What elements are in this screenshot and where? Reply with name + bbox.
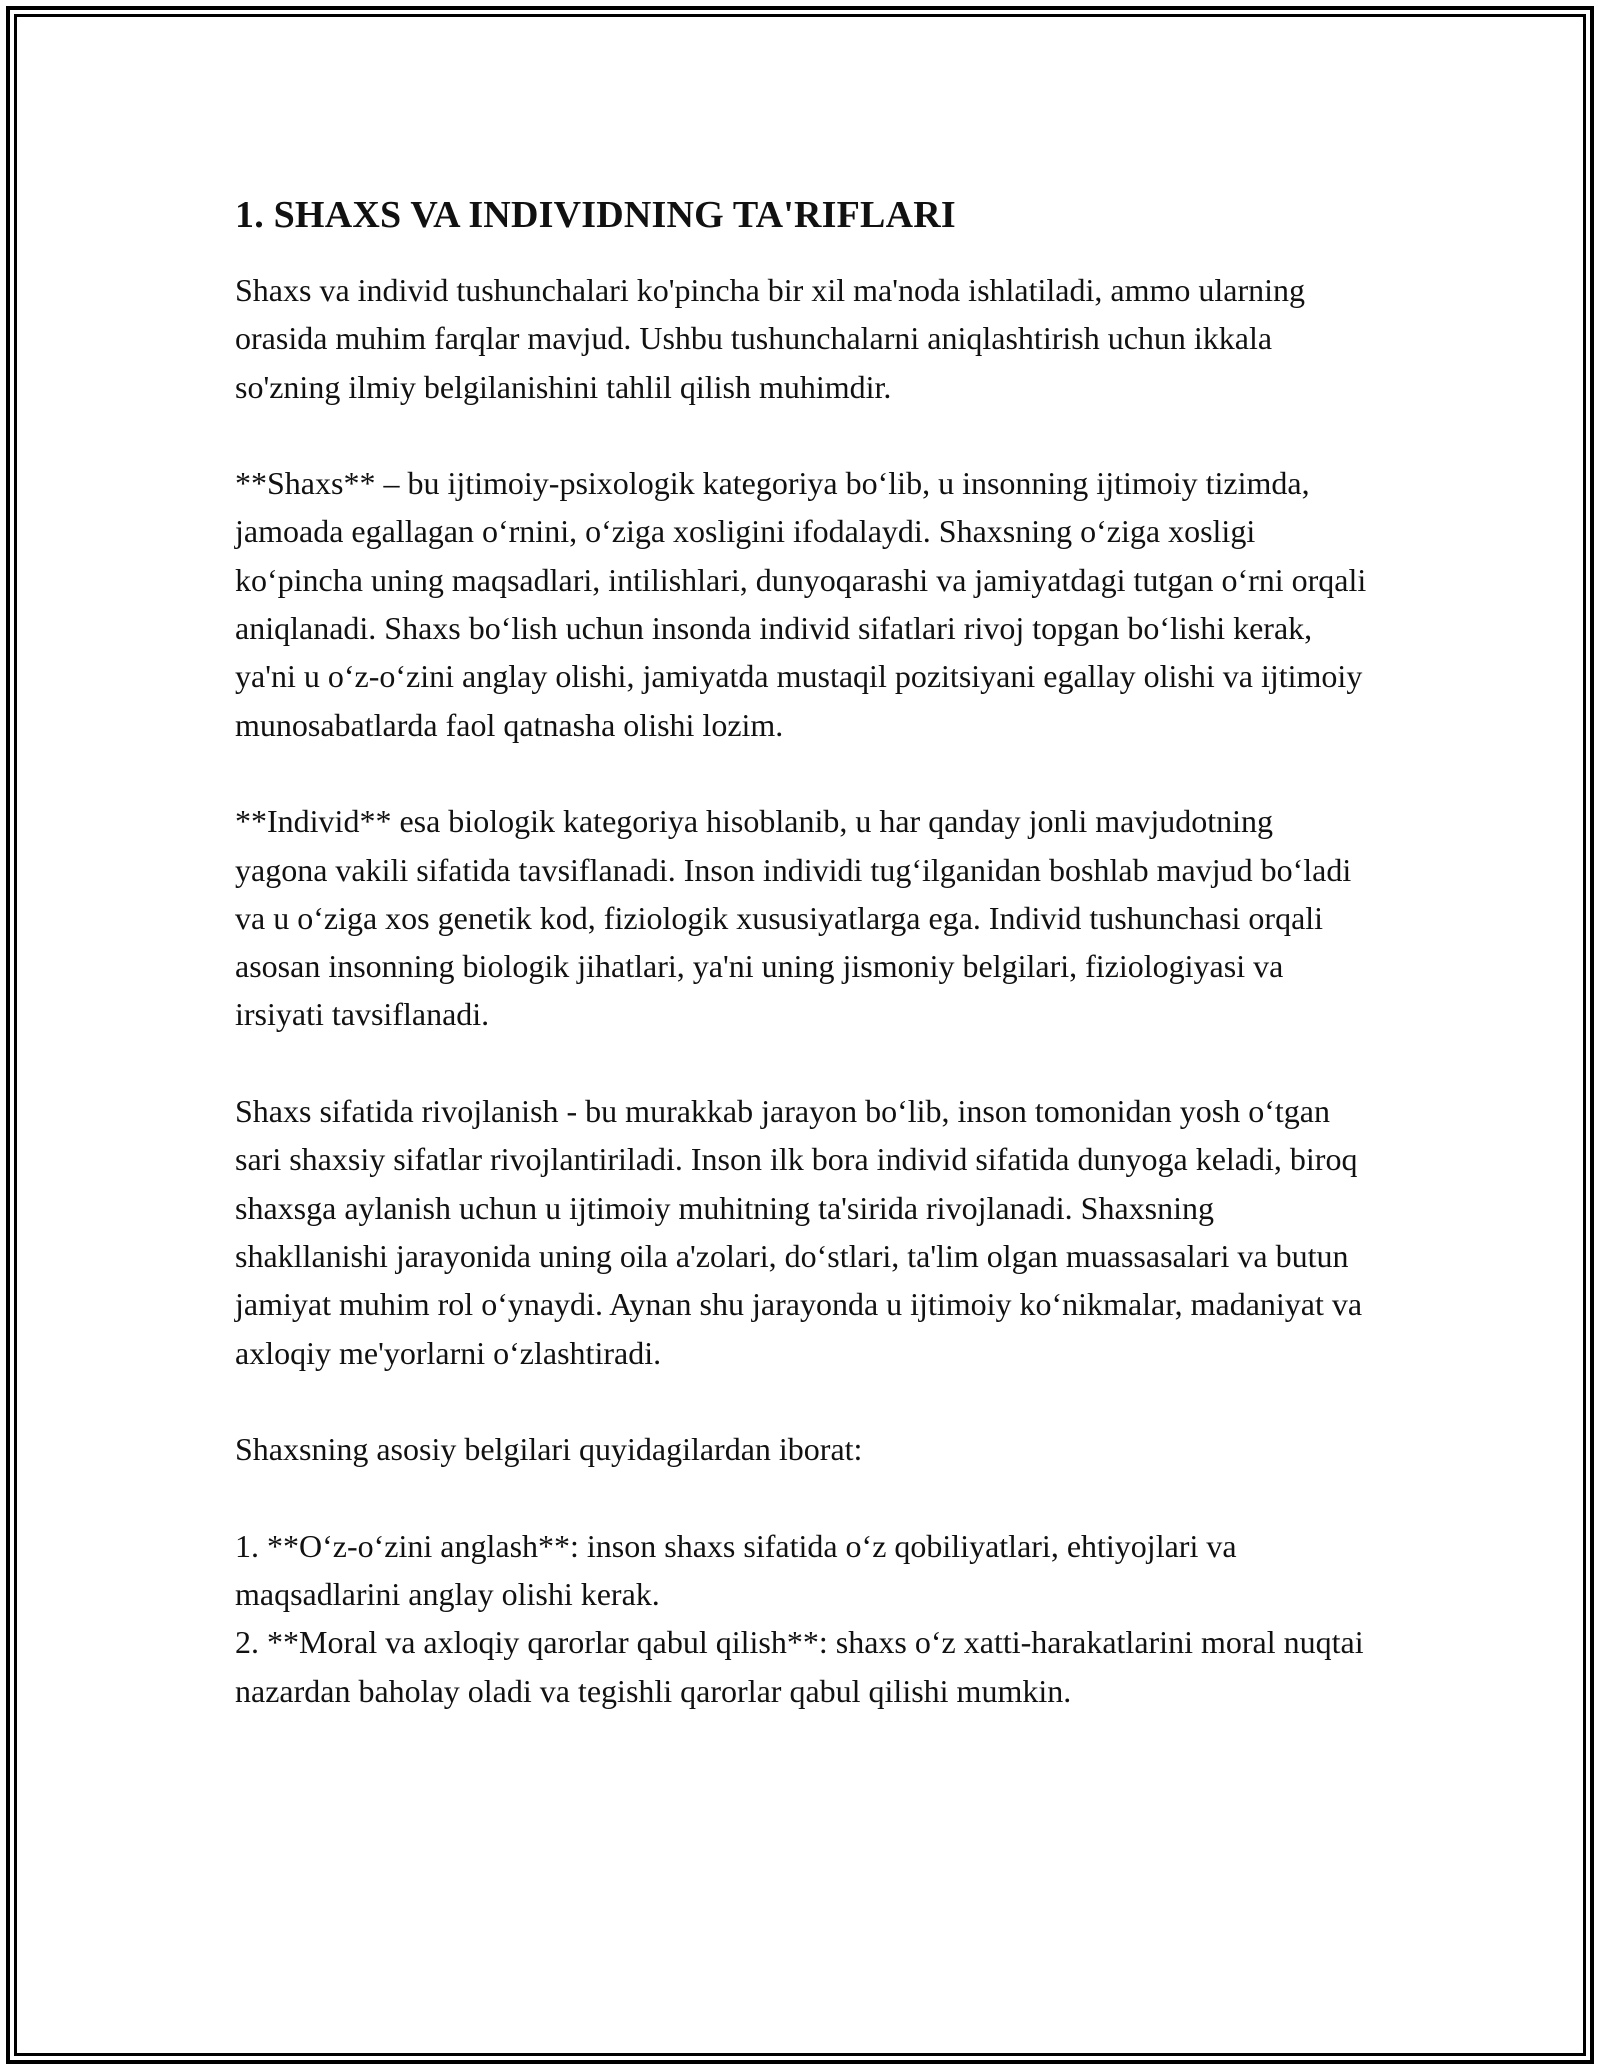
paragraph-intro: Shaxs va individ tushunchalari ko'pincha bir xil ma'noda ishlatiladi, ammo ularning orasida muhim farqlar mavjud. Ushbu tushunchalarni aniqlashtirish uchun ikkala so'zning ilmiy belgilanishini tahlil qilish muhimdir. [235, 272, 1305, 405]
list-item: 1. **O‘z-o‘zini anglash**: inson shaxs sifatida o‘z qobiliyatlari, ehtiyojlari va maqsadlarini anglay olishi kerak. [235, 1527, 1237, 1613]
document-body [235, 188, 1370, 1715]
paragraph-list-intro: Shaxsning asosiy belgilari quyidagilardan iborat: [235, 1431, 863, 1468]
paragraph-individ-definition: **Individ** esa biologik kategoriya hisoblanib, u har qanday jonli mavjudotning yagona vakili sifatida tavsiflanadi. Inson individi tug‘ilganidan boshlab mavjud bo‘ladi va u o‘ziga xos genetik kod, fiziologik xususiyatlarga ega. Individ tushunchasi orqali asosan insonning biologik jihatlari, ya'ni uning jismoniy belgilari, fiziologiyasi va irsiyati tavsiflanadi. [235, 803, 1352, 1033]
paragraph-development: Shaxs sifatida rivojlanish - bu murakkab jarayon bo‘lib, inson tomonidan yosh o‘tgan sari shaxsiy sifatlar rivojlantiriladi. Inson ilk bora individ sifatida dunyoga keladi, biroq shaxsga aylanish uchun u ijtimoiy muhitning ta'sirida rivojlanadi. Shaxsning shakllanishi jarayonida uning oila a'zolari, do‘stlari, ta'lim olgan muassasalari va butun jamiyat muhim rol o‘ynaydi. Aynan shu jarayonda u ijtimoiy ko‘nikmalar, madaniyat va axloqiy me'yorlarni o‘zlashtiradi. [235, 1093, 1363, 1371]
section-title: 1. SHAXS VA INDIVIDNING TA'RIFLARI [235, 194, 956, 236]
paragraph-shaxs-definition: **Shaxs** – bu ijtimoiy-psixologik kategoriya bo‘lib, u insonning ijtimoiy tizimda, jamoada egallagan o‘rnini, o‘ziga xosligini ifodalaydi. Shaxsning o‘ziga xosligi ko‘pincha uning maqsadlari, intilishlari, dunyoqarashi va jamiyatdagi tutgan o‘rni orqali aniqlanadi. Shaxs bo‘lish uchun insonda individ sifatlari rivoj topgan bo‘lishi kerak, ya'ni u o‘z-o‘zini anglay olishi, jamiyatda mustaqil pozitsiyani egallay olishi va ijtimoiy munosabatlarda faol qatnasha olishi lozim. [235, 465, 1367, 743]
list-item: 2. **Moral va axloqiy qarorlar qabul qilish**: shaxs o‘z xatti-harakatlarini moral nuqtai nazardan baholay oladi va tegishli qarorlar qabul qilishi mumkin. [235, 1624, 1364, 1709]
